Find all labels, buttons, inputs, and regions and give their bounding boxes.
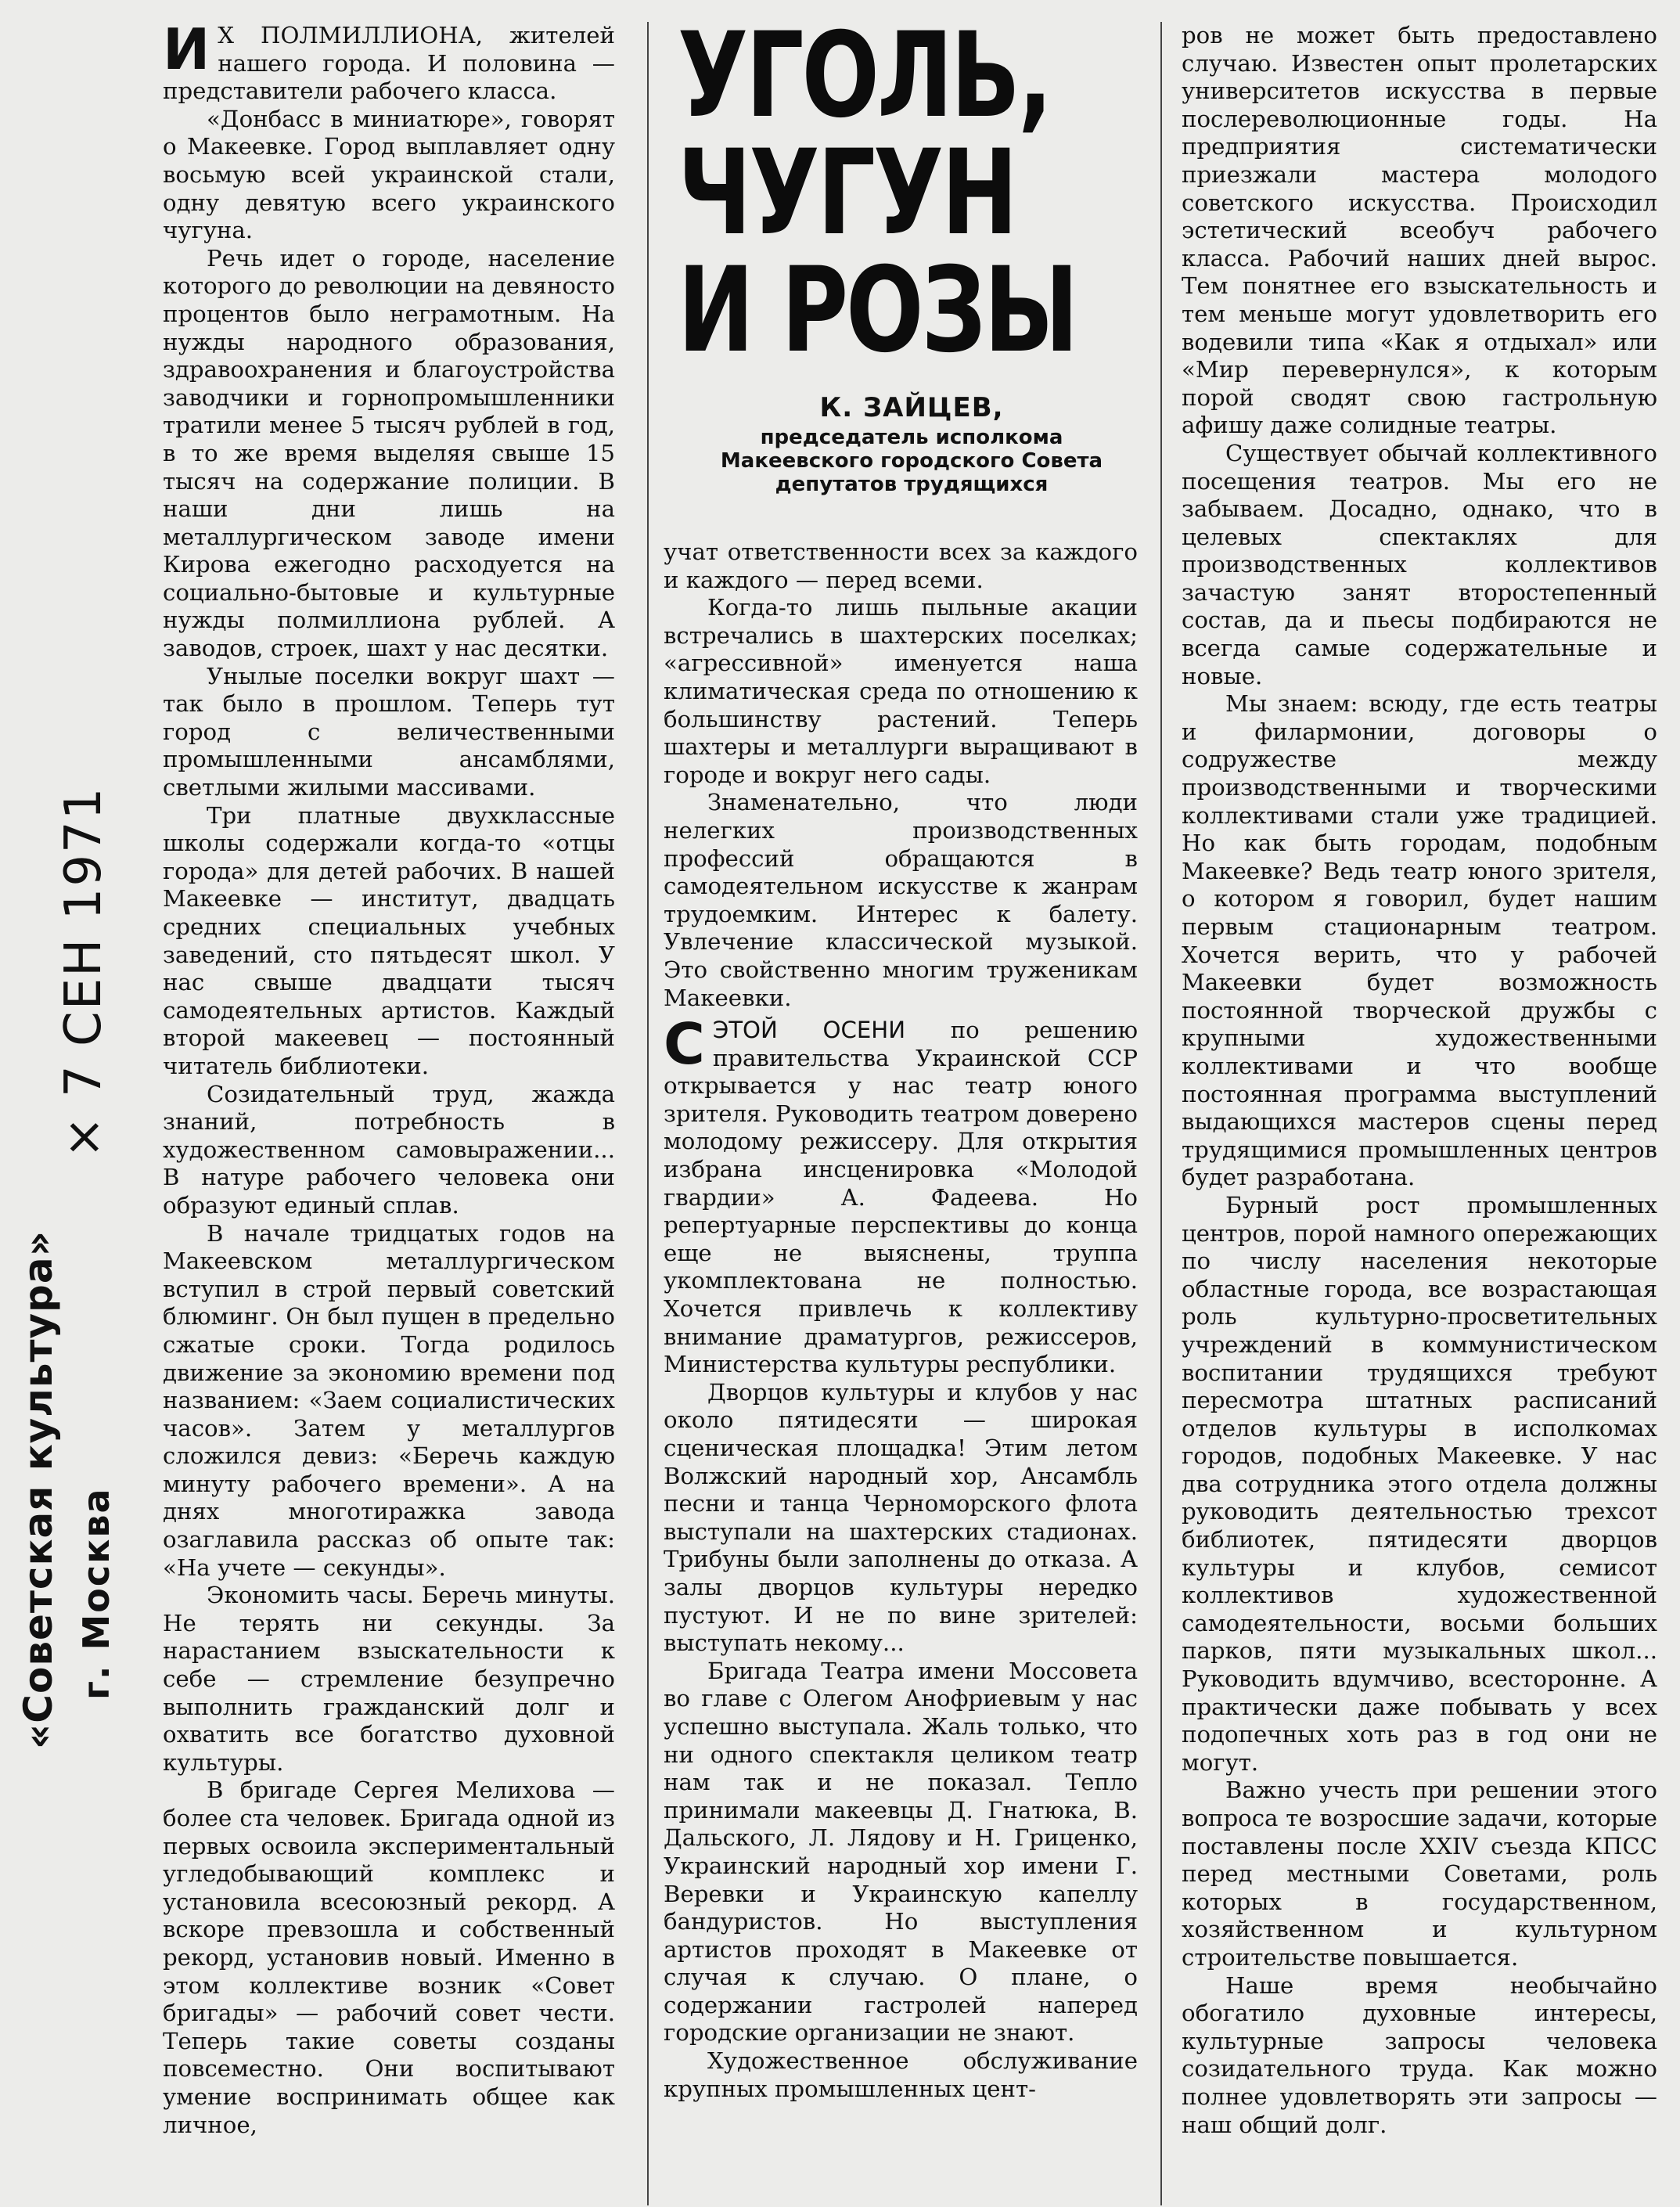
section-leadin: ЭТОЙ ОСЕНИ — [712, 1017, 906, 1044]
source-stamp: «Советская культура» — [16, 1230, 61, 1749]
article-paragraph: «Донбасс в миниатюре», говорят о Макеевке. Город выплавляет одну восьмую всей украинской стали, одну девятую всего украинского чугуна. — [163, 105, 615, 244]
article-paragraph: И Х ПОЛМИЛЛИОНА, жителей нашего города. И половина — представители рабочего класса. — [163, 22, 615, 105]
author-position: председатель исполкома Макеевского городского Совета депутатов трудящихся — [720, 426, 1103, 496]
article-paragraph: учат ответственности всех за каждого и каждого — перед всеми. — [664, 538, 1138, 593]
article-paragraph: Бурный рост промышленных центров, порой намного опережающих по числу населения некоторые областные города, все возрастающая роль культурно-просветительных учреждений в коммунистическом воспитании трудящихся требуют пересмотра штатных расписаний отделов культуры в исполкомах городов, подобных Макеевке. У нас два сотрудника этого отдела должны руководить деятельностью трехсот библиотек, пятидесяти дворцов культуры и клубов, семисот коллективов художественной самодеятельности, восьми больших парков, пяти музыкальных школ... Руководить вдумчиво, всесторонне. А практически даже побывать у всех подопечных хоть раз в год они не могут. — [1182, 1191, 1657, 1776]
headline-line: И РОЗЫ — [678, 243, 1077, 379]
article-column-2 — [664, 538, 1138, 2207]
article-paragraph: Мы знаем: всюду, где есть театры и филармонии, договоры о содружестве между производственными и творческими коллективами стали уже традицией. Но как быть городам, подобным Макеевке? Ведь театр юного зрителя, о котором я говорил, будет нашим первым стационарным театром. Хочется верить, что у рабочей Макеевки будет возможность постоянной творческой дружбы с крупными художественными коллективами и что вообще постоянная программа выступлений выдающихся мастеров сцены перед трудящимися промышленных центров будет разработана. — [1182, 690, 1657, 1191]
column-divider — [1160, 22, 1162, 2205]
article-paragraph: Речь идет о городе, население которого до революции на девяносто процентов было неграмотным. На нужды народного образования, здравоохранения и благоустройства заводчики и горнопромышленники тратили менее 5 тысяч рублей в год, в то же время выделяя свыше 15 тысяч на содержание полиции. В наши дни лишь на металлургическом заводе имени Кирова ежегодно расходуется на социально-бытовые и культурные нужды полмиллиона рублей. А заводов, строек, шахт у нас десятки. — [163, 244, 615, 662]
column-divider — [647, 22, 649, 2205]
article-paragraph: Три платные двухклассные школы содержали когда-то «отцы города» для детей рабочих. В нашей Макеевке — институт, двадцать средних специальных учебных заведений, сто пятьдесят школ. У нас свыше двадцати тысяч самодеятельных артистов. Каждый второй макеевец — постоянный читатель библиотеки. — [163, 801, 615, 1079]
city-stamp: г. Москва — [75, 1487, 117, 1700]
article-paragraph: Дворцов культуры и клубов у нас около пятидесяти — широкая сценическая площадка! Этим летом Волжский народный хор, Ансамбль песни и танца Черноморского флота выступали на шахтерских стадионах. Трибуны были заполнены до отказа. А залы дворцов культуры нередко пустуют. И не по вине зрителей: выступать некому... — [664, 1378, 1138, 1657]
article-paragraph: В бригаде Сергея Мелихова — более ста человек. Бригада одной из первых освоила экспериментальный угледобывающий комплекс и установила всесоюзный рекорд. А вскоре превзошла и собственный рекорд, установив новый. Именно в этом коллективе возник «Совет бригады» — рабочий совет чести. Теперь такие советы созданы повсеместно. Они воспитывают умение воспринимать общее как личное, — [163, 1777, 615, 2138]
headline-line: ЧУГУН — [678, 125, 1016, 261]
drop-cap: И — [163, 22, 210, 82]
article-paragraph: Экономить часы. Беречь минуты. Не терять ни секунды. За нарастанием взыскательности к себе — стремление безупречно выполнить гражданский долг и охватить все богатство духовной культуры. — [163, 1582, 615, 1776]
article-paragraph: Унылые поселки вокруг шахт — так было в прошлом. Теперь тут город с величественными промышленными ансамблями, светлыми жилыми массивами. — [163, 662, 615, 801]
byline — [689, 391, 1135, 496]
date-stamp: × 7 СЕН 1971 — [55, 786, 113, 1158]
article-paragraph: Важно учесть при решении этого вопроса те возросшие задачи, которые поставлены после XXIV съезда КПСС перед местными Советами, роль которых в государственном, хозяйственном и культурном строительстве повышается. — [1182, 1777, 1657, 1971]
drop-cap: С — [664, 1011, 705, 1078]
author-name: К. ЗАЙЦЕВ, — [819, 392, 1004, 423]
section-start-paragraph: СЭТОЙ ОСЕНИ по решению правительства Украинской ССР открывается у нас театр юного зрителя. Руководить театром доверено молодому режиссеру. Для открытия избрана инсценировка «Молодой гвардии» А. Фадеева. Но репертуарные перспективы до конца еще не выяснены, труппа укомплектована не полностью. Хочется привлечь к коллективу внимание драматургов, режиссеров, Министерства культуры республики. — [664, 1011, 1138, 1378]
article-paragraph: Наше время необычайно обогатило духовные интересы, культурные запросы человека созидательного труда. Как можно полнее удовлетворять эти запросы — наш общий долг. — [1182, 1971, 1657, 2138]
article-column-1 — [163, 22, 615, 2207]
article-paragraph: ров не может быть предоставлено случаю. Известен опыт пролетарских университетов искусства в первые послереволюционные годы. На предприятия систематически приезжали мастера молодого советского искусства. Происходил эстетический всеобуч рабочего класса. Рабочий наших дней вырос. Тем понятнее его взыскательность и тем меньше могут удовлетворить его водевили типа «Как я отдыхал» или «Мир перевернулся», к которым порой сводят свою гастрольную афишу даже солидные театры. — [1182, 22, 1657, 439]
article-paragraph: Созидательный труд, жажда знаний, потребность в художественном самовыражении... В натуре рабочего человека они образуют единый сплав. — [163, 1080, 615, 1219]
article-column-3 — [1182, 22, 1657, 2207]
article-paragraph: Художественное обслуживание крупных промышленных цент- — [664, 2047, 1138, 2102]
article-headline — [678, 8, 1077, 379]
article-paragraph: Существует обычай коллективного посещения театров. Мы его не забываем. Досадно, однако, что в целевых спектаклях для производственных коллективов зачастую занят второстепенный состав, да и пьесы подбираются не всегда самые содержательные и новые. — [1182, 439, 1657, 689]
article-paragraph: В начале тридцатых годов на Макеевском металлургическом вступил в строй первый советский блюминг. Он был пущен в предельно сжатые сроки. Тогда родилось движение за экономию времени под названием: «Заем социалистических часов». Затем у металлургов сложился девиз: «Беречь каждую минуту рабочего времени». А на днях многотиражка завода озаглавила рассказ об опыте так: «На учете — секунды». — [163, 1219, 615, 1581]
article-paragraph: Знаменательно, что люди нелегких производственных профессий обращаются в самодеятельном искусстве к жанрам трудоемким. Интерес к балету. Увлечение классической музыкой. Это свойственно многим труженикам Макеевки. — [664, 789, 1138, 1011]
article-paragraph: Когда-то лишь пыльные акации встречались в шахтерских поселках; «агрессивной» именуется наша климатическая среда по отношению к большинству растений. Теперь шахтеры и металлурги выращивают в городе и вокруг него сады. — [664, 594, 1138, 788]
article-paragraph: Бригада Театра имени Моссовета во главе с Олегом Анофриевым у нас успешно выступала. Жаль только, что ни одного спектакля целиком театр нам так и не показал. Тепло принимали макеевцы Д. Гнатюка, В. Дальского, Л. Лядову и Н. Гриценко, Украинский народный хор имени Г. Веревки и Украинскую капеллу бандуристов. Но выступления артистов проходят в Макеевке от случая к случаю. О плане, о содержании гастролей наперед городские организации не знают. — [664, 1657, 1138, 2047]
headline-line: УГОЛЬ, — [678, 8, 1051, 144]
